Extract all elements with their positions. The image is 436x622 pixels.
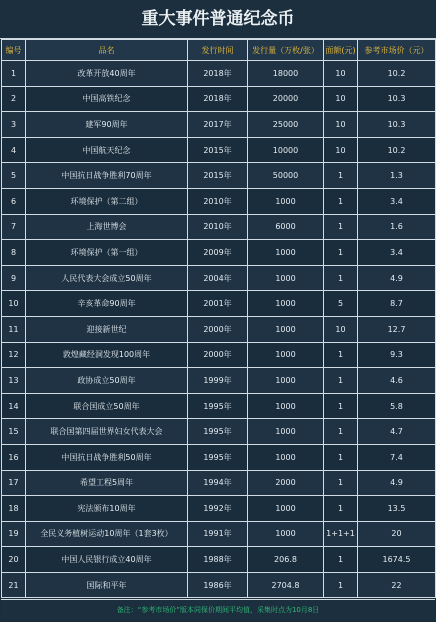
cell-number: 19	[2, 521, 26, 547]
cell-issue-volume: 1000	[248, 521, 324, 547]
cell-name: 联合国第四届世界妇女代表大会	[26, 419, 188, 445]
cell-issue-date: 2018年	[188, 86, 248, 112]
cell-issue-volume: 1000	[248, 316, 324, 342]
cell-market-price: 20	[358, 521, 436, 547]
cell-face-value: 10	[324, 137, 358, 163]
cell-face-value: 10	[324, 86, 358, 112]
header-number: 编号	[2, 40, 26, 61]
cell-issue-volume: 1000	[248, 496, 324, 522]
cell-name: 全民义务植树运动10周年（1套3枚）	[26, 521, 188, 547]
header-issue-date: 发行时间	[188, 40, 248, 61]
cell-market-price: 22	[358, 572, 436, 598]
cell-issue-date: 1995年	[188, 393, 248, 419]
cell-name: 希望工程5周年	[26, 470, 188, 496]
cell-face-value: 1	[324, 265, 358, 291]
cell-number: 4	[2, 137, 26, 163]
cell-market-price: 10.2	[358, 137, 436, 163]
header-face-value: 面额(元)	[324, 40, 358, 61]
table-row	[2, 470, 436, 496]
cell-number: 15	[2, 419, 26, 445]
table-row	[2, 572, 436, 598]
cell-issue-date: 1999年	[188, 368, 248, 394]
cell-market-price: 4.6	[358, 368, 436, 394]
cell-issue-date: 2015年	[188, 137, 248, 163]
table-row	[2, 265, 436, 291]
cell-issue-volume: 206.8	[248, 547, 324, 573]
cell-issue-date: 2018年	[188, 61, 248, 87]
cell-name: 环境保护（第二组）	[26, 188, 188, 214]
cell-face-value: 1	[324, 572, 358, 598]
table-row	[2, 112, 436, 138]
cell-number: 13	[2, 368, 26, 394]
cell-issue-volume: 1000	[248, 240, 324, 266]
cell-market-price: 9.3	[358, 342, 436, 368]
cell-number: 10	[2, 291, 26, 317]
table-row	[2, 342, 436, 368]
cell-face-value: 10	[324, 112, 358, 138]
table-row	[2, 547, 436, 573]
cell-market-price: 4.9	[358, 265, 436, 291]
cell-issue-date: 1986年	[188, 572, 248, 598]
cell-name: 建军90周年	[26, 112, 188, 138]
cell-issue-volume: 1000	[248, 368, 324, 394]
cell-market-price: 12.7	[358, 316, 436, 342]
cell-name: 中国航天纪念	[26, 137, 188, 163]
cell-face-value: 5	[324, 291, 358, 317]
cell-issue-date: 1992年	[188, 496, 248, 522]
cell-name: 中国人民银行成立40周年	[26, 547, 188, 573]
cell-market-price: 10.3	[358, 86, 436, 112]
cell-face-value: 1	[324, 393, 358, 419]
cell-market-price: 13.5	[358, 496, 436, 522]
cell-number: 12	[2, 342, 26, 368]
table-row	[2, 214, 436, 240]
cell-issue-date: 2000年	[188, 316, 248, 342]
table-row	[2, 188, 436, 214]
cell-market-price: 4.7	[358, 419, 436, 445]
table-row	[2, 368, 436, 394]
cell-market-price: 3.4	[358, 240, 436, 266]
cell-name: 政协成立50周年	[26, 368, 188, 394]
cell-face-value: 1	[324, 188, 358, 214]
page-title: 重大事件普通纪念币	[0, 0, 436, 39]
cell-issue-volume: 1000	[248, 419, 324, 445]
cell-number: 2	[2, 86, 26, 112]
cell-issue-volume: 1000	[248, 188, 324, 214]
cell-issue-date: 2000年	[188, 342, 248, 368]
cell-issue-volume: 1000	[248, 444, 324, 470]
cell-number: 9	[2, 265, 26, 291]
cell-issue-volume: 1000	[248, 393, 324, 419]
table-row	[2, 86, 436, 112]
cell-name: 中国抗日战争胜利70周年	[26, 163, 188, 189]
cell-number: 17	[2, 470, 26, 496]
cell-issue-date: 2004年	[188, 265, 248, 291]
cell-market-price: 10.2	[358, 61, 436, 87]
cell-issue-date: 2017年	[188, 112, 248, 138]
cell-issue-volume: 2000	[248, 470, 324, 496]
cell-face-value: 1	[324, 240, 358, 266]
cell-number: 21	[2, 572, 26, 598]
cell-market-price: 7.4	[358, 444, 436, 470]
cell-issue-date: 2009年	[188, 240, 248, 266]
cell-name: 中国抗日战争胜利50周年	[26, 444, 188, 470]
table-body	[2, 61, 436, 598]
cell-name: 宪法颁布10周年	[26, 496, 188, 522]
cell-face-value: 1+1+1	[324, 521, 358, 547]
cell-number: 16	[2, 444, 26, 470]
cell-face-value: 1	[324, 368, 358, 394]
table-row	[2, 163, 436, 189]
cell-issue-date: 1995年	[188, 419, 248, 445]
cell-issue-date: 1991年	[188, 521, 248, 547]
cell-number: 5	[2, 163, 26, 189]
cell-market-price: 4.9	[358, 470, 436, 496]
cell-face-value: 10	[324, 316, 358, 342]
cell-issue-volume: 18000	[248, 61, 324, 87]
cell-number: 11	[2, 316, 26, 342]
cell-issue-date: 2010年	[188, 214, 248, 240]
cell-name: 中国高铁纪念	[26, 86, 188, 112]
cell-issue-volume: 2704.8	[248, 572, 324, 598]
table-header-row	[2, 40, 436, 61]
cell-face-value: 1	[324, 342, 358, 368]
cell-issue-volume: 1000	[248, 342, 324, 368]
cell-name: 上海世博会	[26, 214, 188, 240]
cell-market-price: 10.3	[358, 112, 436, 138]
cell-name: 敦煌藏经洞发现100周年	[26, 342, 188, 368]
table-row	[2, 240, 436, 266]
cell-name: 迎接新世纪	[26, 316, 188, 342]
cell-issue-volume: 25000	[248, 112, 324, 138]
cell-issue-date: 1995年	[188, 444, 248, 470]
table-row	[2, 316, 436, 342]
cell-face-value: 1	[324, 547, 358, 573]
cell-issue-volume: 6000	[248, 214, 324, 240]
cell-issue-volume: 1000	[248, 265, 324, 291]
commemorative-coin-table	[1, 39, 436, 598]
cell-number: 7	[2, 214, 26, 240]
cell-face-value: 1	[324, 496, 358, 522]
footnote: 备注：“参考市场价”版本同保价期间平均值，采集时点为10月8日	[1, 599, 435, 620]
cell-issue-volume: 50000	[248, 163, 324, 189]
cell-number: 14	[2, 393, 26, 419]
cell-name: 联合国成立50周年	[26, 393, 188, 419]
cell-market-price: 5.8	[358, 393, 436, 419]
header-name: 品名	[26, 40, 188, 61]
cell-issue-volume: 10000	[248, 137, 324, 163]
cell-market-price: 1.3	[358, 163, 436, 189]
cell-number: 8	[2, 240, 26, 266]
cell-issue-date: 1994年	[188, 470, 248, 496]
table-row	[2, 521, 436, 547]
cell-market-price: 1.6	[358, 214, 436, 240]
cell-market-price: 8.7	[358, 291, 436, 317]
table-row	[2, 496, 436, 522]
cell-number: 20	[2, 547, 26, 573]
cell-face-value: 1	[324, 214, 358, 240]
cell-issue-volume: 20000	[248, 86, 324, 112]
table-row	[2, 444, 436, 470]
cell-issue-date: 2001年	[188, 291, 248, 317]
cell-name: 辛亥革命90周年	[26, 291, 188, 317]
cell-face-value: 1	[324, 444, 358, 470]
cell-name: 国际和平年	[26, 572, 188, 598]
table-row	[2, 137, 436, 163]
cell-market-price: 1674.5	[358, 547, 436, 573]
cell-name: 人民代表大会成立50周年	[26, 265, 188, 291]
cell-market-price: 3.4	[358, 188, 436, 214]
cell-issue-volume: 1000	[248, 291, 324, 317]
cell-issue-date: 1988年	[188, 547, 248, 573]
cell-name: 环境保护（第一组）	[26, 240, 188, 266]
table-row	[2, 393, 436, 419]
table-row	[2, 291, 436, 317]
cell-face-value: 1	[324, 163, 358, 189]
cell-issue-date: 2015年	[188, 163, 248, 189]
cell-number: 6	[2, 188, 26, 214]
header-issue-volume: 发行量（万枚/张）	[248, 40, 324, 61]
cell-number: 18	[2, 496, 26, 522]
cell-issue-date: 2010年	[188, 188, 248, 214]
cell-face-value: 1	[324, 470, 358, 496]
cell-face-value: 10	[324, 61, 358, 87]
cell-number: 1	[2, 61, 26, 87]
header-market-price: 参考市场价（元）	[358, 40, 436, 61]
cell-face-value: 1	[324, 419, 358, 445]
cell-name: 改革开放40周年	[26, 61, 188, 87]
cell-number: 3	[2, 112, 26, 138]
table-row	[2, 61, 436, 87]
table-row	[2, 419, 436, 445]
